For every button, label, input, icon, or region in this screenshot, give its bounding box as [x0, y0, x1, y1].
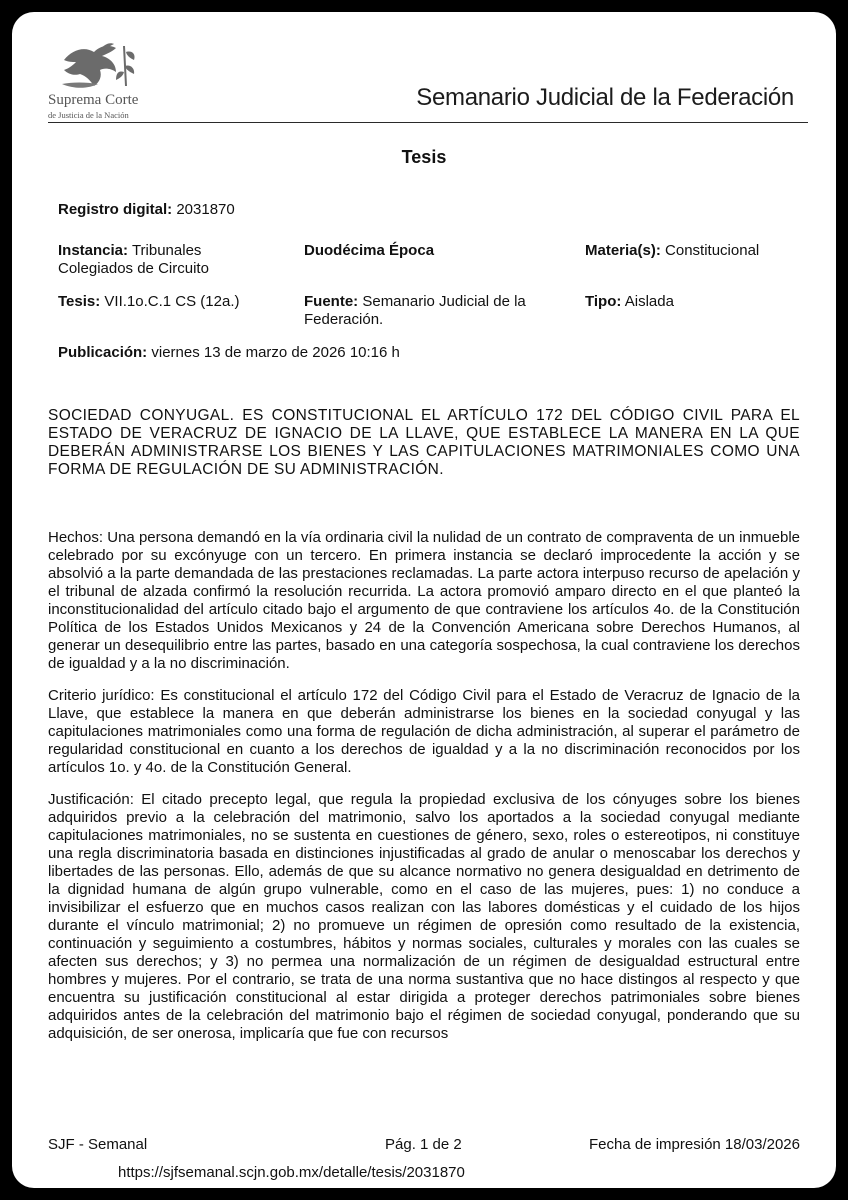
scjn-logo	[48, 42, 158, 132]
publicacion-label: Publicación:	[58, 344, 148, 361]
document-page	[12, 12, 836, 1188]
tipo	[585, 293, 674, 311]
criterio-paragraph: Criterio jurídico: Es constitucional el artículo 172 del Código Civil para el Estado de Veracruz de Ignacio de la Llave, que establece la manera en que deberán administrarse los bienes en la sociedad conyugal y las capitulaciones matrimoniales como una forma de regulación de dicha administración, al superar el parámetro de regularidad constitucional en cuanto a los derechos de igualdad y a la no discriminación reconocidos por los artículos 1o. y 4o. de la Constitución General.	[48, 687, 800, 776]
eagle-emblem-icon	[60, 42, 146, 94]
hechos-paragraph: Hechos: Una persona demandó en la vía ordinaria civil la nulidad de un contrato de compraventa de un inmueble celebrado por su excónyuge con un tercero. En primera instancia se declaró improcedente la acción y se absolvió a la parte demandada de las prestaciones reclamadas. La parte actora interpuso recurso de apelación y el tribunal de alzada confirmó la resolución recurrida. La actora promovió amparo directo en el que planteó la inconstitucionalidad del artículo citado bajo el argumento de que contraviene los artículos 4o. de la Constitución Política de los Estados Unidos Mexicanos y 24 de la Convención Americana sobre Derechos Humanos, al generar un desequilibrio entre las partes, basado en una categoría sospechosa, la cual contraviene los derechos de igualdad y a la no discriminación.	[48, 529, 800, 672]
document-type-heading: Tesis	[401, 147, 447, 167]
header-divider	[48, 122, 808, 123]
tipo-label: Tipo:	[585, 293, 622, 310]
fuente-label: Fuente:	[304, 293, 359, 310]
registro-value: 2031870	[176, 201, 235, 218]
registro-label: Registro digital:	[58, 201, 173, 218]
materia	[585, 242, 759, 260]
tesis-value: VII.1o.C.1 CS (12a.)	[104, 293, 240, 310]
instancia	[58, 242, 273, 278]
logo-subtitle: de Justicia de la Nación	[48, 110, 129, 120]
materia-value: Constitucional	[665, 242, 760, 259]
tesis-rubro: SOCIEDAD CONYUGAL. ES CONSTITUCIONAL EL ARTÍCULO 172 DEL CÓDIGO CIVIL PARA EL ESTADO DE VERACRUZ DE IGNACIO DE LA LLAVE, QUE ESTABLECE LA MANERA EN LA QUE DEBERÁN ADMINISTRARSE LOS BIENES Y LAS CAPITULACIONES MATRIMONIALES COMO UNA FORMA DE REGULACIÓN DE SU ADMINISTRACIÓN.	[48, 407, 800, 478]
tesis-label: Tesis:	[58, 293, 101, 310]
epoca	[304, 242, 434, 260]
instancia-value: Tribunales Colegiados de Circuito	[58, 242, 209, 277]
footer-page-number: Pág. 1 de 2	[385, 1136, 462, 1153]
fuente	[304, 293, 569, 329]
instancia-label: Instancia:	[58, 242, 129, 259]
footer-publication: SJF - Semanal	[48, 1136, 148, 1153]
epoca-value: Duodécima Época	[304, 242, 435, 259]
registro-digital	[58, 201, 235, 219]
materia-label: Materia(s):	[585, 242, 661, 259]
site-title: Semanario Judicial de la Federación	[416, 84, 794, 111]
footer-print-date: Fecha de impresión 18/03/2026	[589, 1136, 800, 1153]
tesis-body	[48, 529, 800, 1057]
justificacion-paragraph: Justificación: El citado precepto legal, que regula la propiedad exclusiva de los cónyuges sobre los bienes adquiridos previo a la celebración del matrimonio, salvo los aportados a la sociedad conyugal mediante capitulaciones matrimoniales, no se sustenta en cuestiones de género, sexo, roles o estereotipos, ni constituye una regla discriminatoria basada en distinciones injustificadas al grado de anular o menoscabar los derechos y libertades de las personas. Ello, además de que su alcance normativo no genera desigualdad en detrimento de la dignidad humana de algún grupo vulnerable, como en el caso de las mujeres, pues: 1) no conduce a invisibilizar el esfuerzo que en muchos casos realizan con las labores domésticas y el cuidado de los hijos durante el vínculo matrimonial; 2) no promueve un régimen de opresión como resultado de la existencia, continuación y seguimiento a costumbres, hábitos y normas sociales, culturales y morales con las cuales se afecten sus derechos; y 3) no permea una normalización de un régimen de desigualdad estructural entre hombres y mujeres. Por el contrario, se trata de una norma sustantiva que no hace distingos al respecto y que encuentra su justificación constitucional al estar dirigida a proteger derechos patrimoniales sobre bienes adquiridos antes de la celebración del matrimonio bajo el régimen de sociedad conyugal, ponderando que su adquisición, de ser onerosa, implicaría que fue con recursos	[48, 791, 800, 1042]
publicacion	[58, 344, 400, 362]
tipo-value: Aislada	[624, 293, 674, 310]
footer-url: https://sjfsemanal.scjn.gob.mx/detalle/tesis/2031870	[118, 1164, 465, 1181]
publicacion-value: viernes 13 de marzo de 2026 10:16 h	[151, 344, 400, 361]
tesis-number	[58, 293, 239, 311]
fuente-value: Semanario Judicial de la Federación.	[304, 293, 526, 328]
logo-name: Suprema Corte	[48, 92, 139, 108]
